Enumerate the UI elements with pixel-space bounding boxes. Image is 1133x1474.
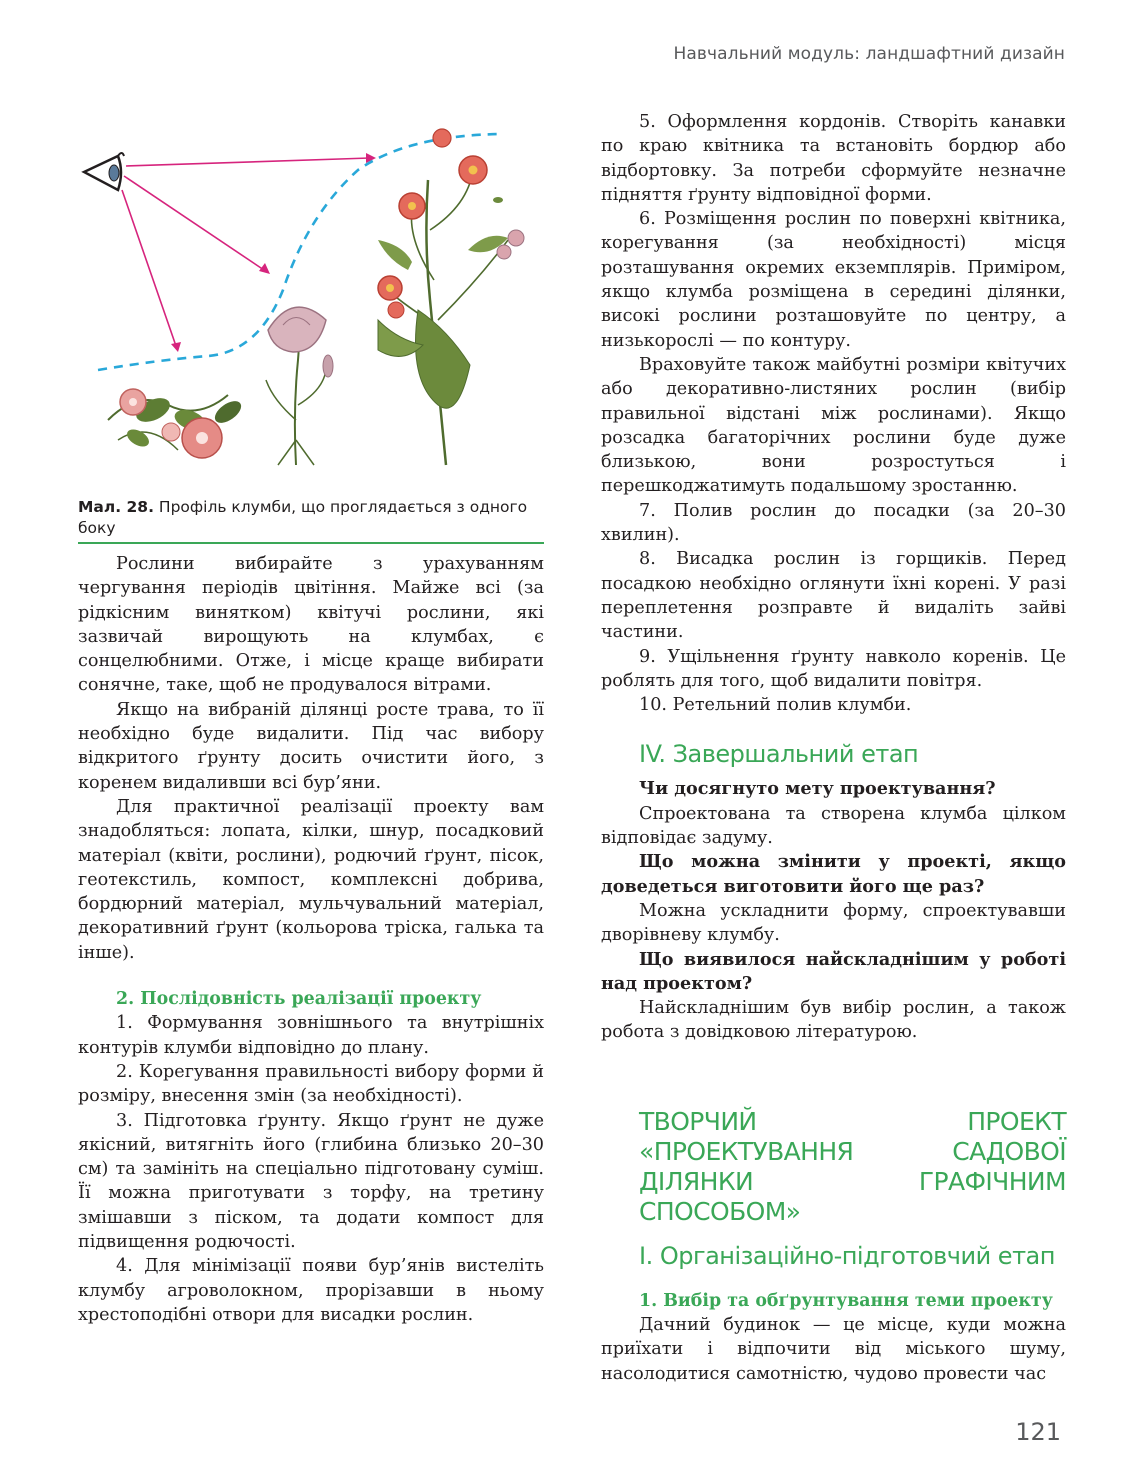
answer: Найскладнішим був вибір рослин, а також робота з довідковою літературою. xyxy=(601,998,1066,1043)
step-item: 8. Висадка рослин із горщиків. Перед посадкою необхідно оглянути їхні корені. У разі переплетення розправте й видаліть зайві частини. xyxy=(601,549,1066,643)
subsection-heading: 1. Вибір та обґрунтування теми проекту xyxy=(639,1290,1053,1311)
running-title: Навчальний модуль: ландшафтний дизайн xyxy=(673,44,1065,64)
flowerbed-profile-figure xyxy=(78,120,544,480)
step-item: 2. Корегування правильності вибору форми й розміру, внесення змін (за необхідності). xyxy=(78,1061,544,1107)
paragraph: Враховуйте також майбутні розміри квітучих або декоративно-листяних рослин (вибір правильної відстані між рослинами). Якщо розсадка багаторічних рослини буде дуже близькою, вони розростуться і перешкоджатимуть подальшому зростанню. xyxy=(601,354,1066,497)
paragraph: Рослини вибирайте з урахуванням чергування періодів цвітіння. Майже всі (за рідкісним винятком) квітучі рослини, які зазвичай вирощують на клумбах, є сонцелюбними. Отже, і місце краще вибирати сонячне, таке, щоб не продувалося вітрами. xyxy=(78,554,544,696)
step-item: 3. Підготовка ґрунту. Якщо ґрунт не дуже якісний, витягніть його (глибина близько 20–30 см) та замініть на спеціально підготовану суміш. Її можна приготувати з торфу, на третину змішавши з піском, та додати компост для підвищення родючості. xyxy=(78,1110,544,1253)
caption-text: Профіль клумби, що проглядається з одного боку xyxy=(78,498,528,537)
paragraph: Дачний будинок — це місце, куди можна приїхати і відпочити від міського шуму, насолодитися самотністю, чудово провести час xyxy=(601,1314,1066,1384)
answer: Можна ускладнити форму, спроектувавши дворівневу клумбу. xyxy=(601,900,1066,946)
answer: Спроектована та створена клумба цілком відповідає задуму. xyxy=(601,803,1066,849)
stage-one-heading: І. Організаційно-підготовчий етап xyxy=(639,1241,1055,1270)
caption-label: Мал. 28. xyxy=(78,498,154,516)
step-item: 7. Полив рослин до посадки (за 20–30 хвилин). xyxy=(601,500,1066,546)
right-column xyxy=(601,110,1066,1386)
step-item: 9. Ущільнення ґрунту навколо коренів. Це роблять для того, щоб видалити повітря. xyxy=(601,646,1066,691)
low-plant xyxy=(108,389,245,458)
step-item: 10. Ретельний полив клумби. xyxy=(639,695,912,716)
medium-plant xyxy=(266,307,333,465)
final-stage-heading: IV. Завершальний етап xyxy=(639,740,919,769)
step-item: 5. Оформлення кордонів. Створіть канавки по краю квітника та встановіть бордюр або відбортовку. За потреби сформуйте незначне підняття ґрунту відповідної форми. xyxy=(601,112,1066,205)
eye-icon xyxy=(84,153,124,190)
step-item: 1. Формування зовнішнього та внутрішніх контурів клумби відповідно до плану. xyxy=(78,1013,544,1058)
project-title: ТВОРЧИЙ ПРОЕКТ «ПРОЕКТУВАННЯ САДОВОЇ ДІЛЯНКИ ГРАФІЧНИМ СПОСОБОМ» xyxy=(639,1106,1066,1226)
sight-arrows xyxy=(122,153,376,352)
question: Що можна змінити у проекті, якщо доведеться виготовити його ще раз? xyxy=(601,851,1066,897)
question: Чи досягнуто мету проектування? xyxy=(639,778,996,800)
left-column xyxy=(78,552,544,1327)
section-heading: 2. Послідовність реалізації проекту xyxy=(116,989,482,1010)
page-number: 121 xyxy=(1015,1418,1061,1446)
paragraph: Для практичної реалізації проекту вам знадобляться: лопата, кілки, шнур, посадковий матеріал (квіти, рослини), родючий ґрунт, пісок, геотекстиль, компост, комплексні добрива, бордюрний матеріал, мульчувальний матеріал, декоративний ґрунт (кольорова тріска, галька та інше). xyxy=(78,796,544,963)
step-item: 6. Розміщення рослин по поверхні квітника, корегування (за необхідності) місця розташування окремих екземплярів. Приміром, якщо клумба розміщена в середині ділянки, високі рослини розташовуйте по центру, а низькорослі — по контуру. xyxy=(601,209,1066,351)
caption-divider xyxy=(78,542,544,544)
paragraph: Якщо на вибраній ділянці росте трава, то її необхідно буде видалити. Під час вибору відкритого ґрунту досить очистити його, з коренем видаливши всі бур’яни. xyxy=(78,699,544,793)
figure-caption xyxy=(78,497,544,539)
step-item: 4. Для мінімізації появи бур’янів вистеліть клумбу агроволокном, прорізавши в ньому хрестоподібні отвори для висадки рослин. xyxy=(78,1256,544,1325)
question: Що виявилося найскладнішим у роботі над проектом? xyxy=(601,948,1066,994)
tall-plant xyxy=(378,129,524,465)
